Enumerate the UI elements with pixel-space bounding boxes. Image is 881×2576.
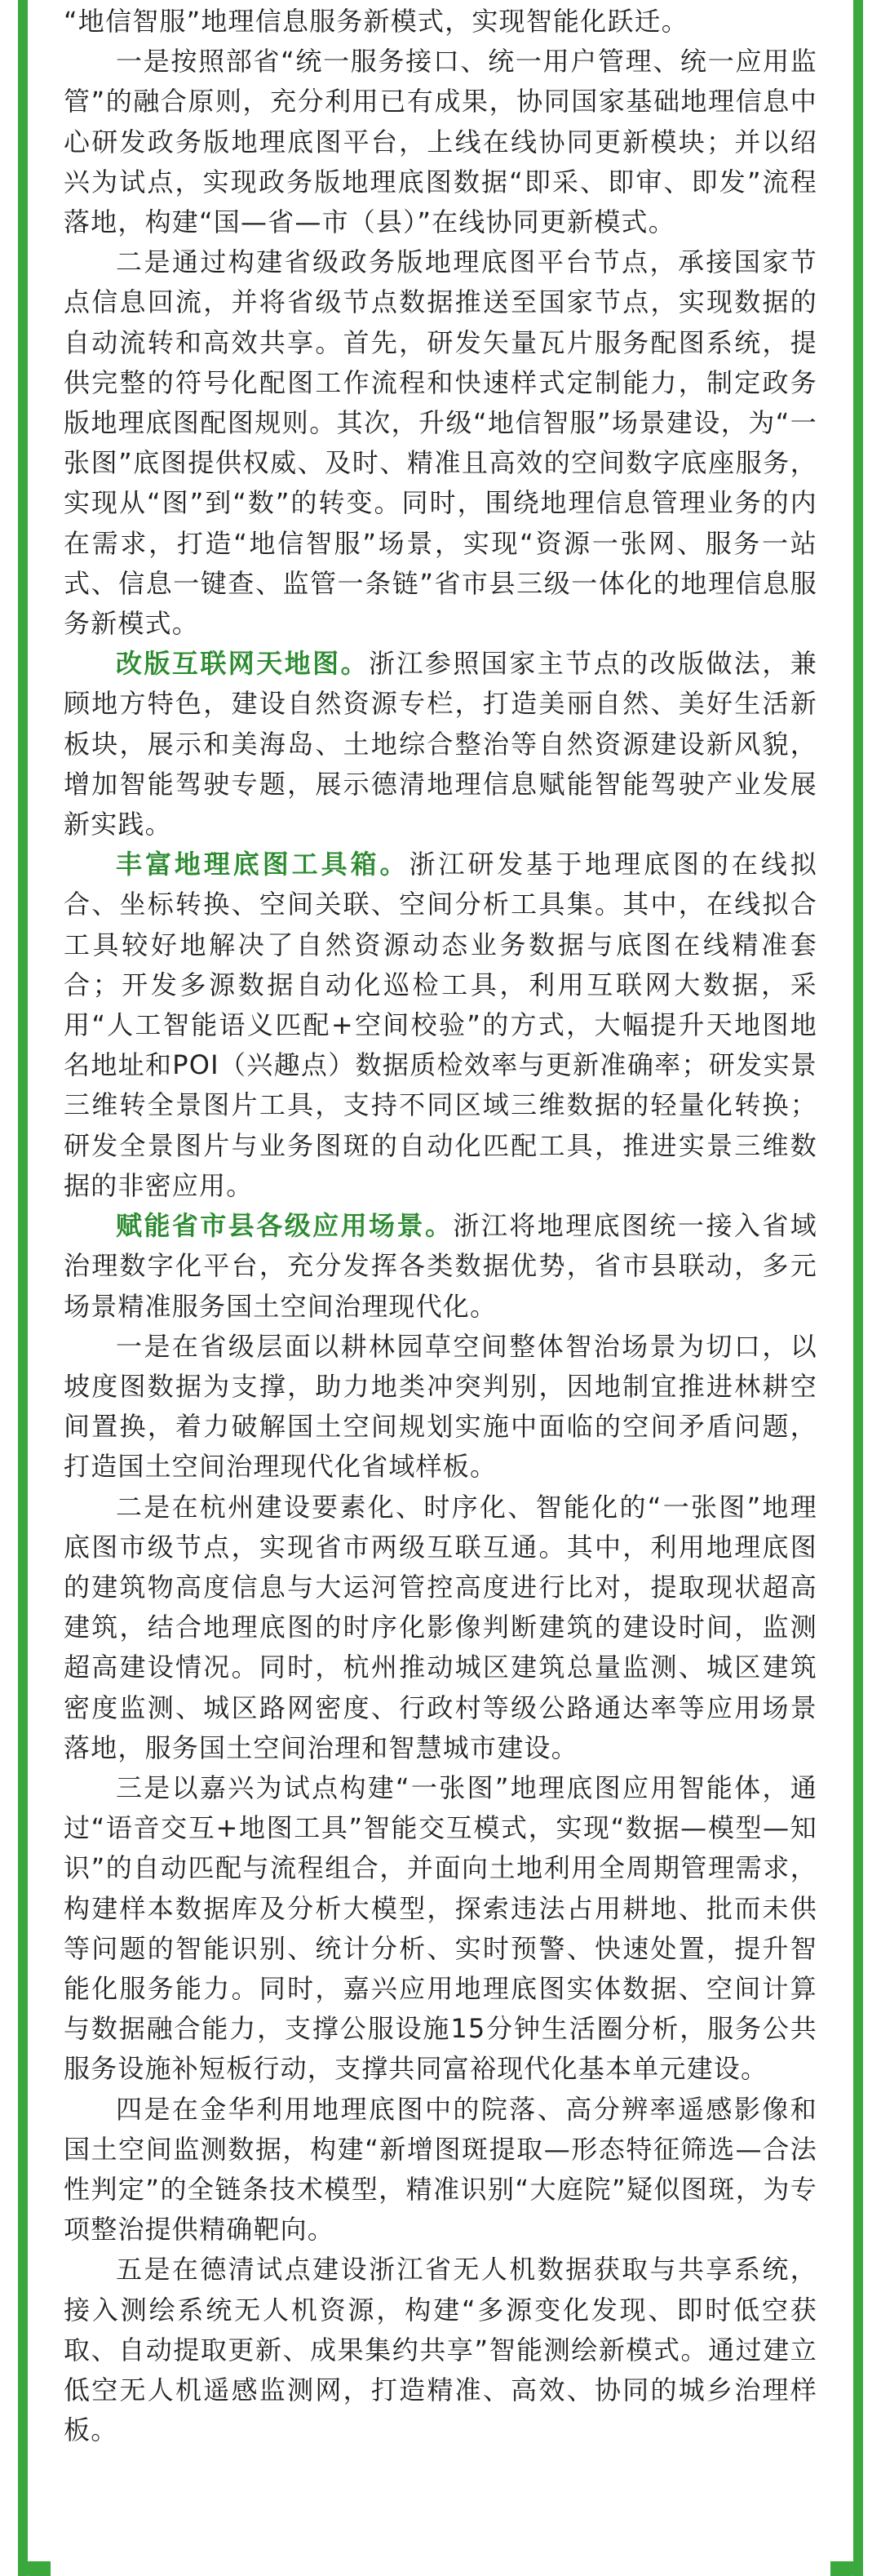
section-heading: 改版互联网天地图。	[116, 648, 370, 680]
paragraph-with-heading	[64, 1206, 817, 1327]
paragraph: 四是在金华利用地理底图中的院落、高分辨率遥感影像和国土空间监测数据，构建“新增图斑提取—形态特征筛选—合法性判定”的全链条技术模型，精准识别“大庭院”疑似图斑，为专项整治提供精确靶向。	[64, 2093, 817, 2246]
paragraph: 二是通过构建省级政务版地理底图平台节点，承接国家节点信息回流，并将省级节点数据推送至国家节点，实现数据的自动流转和高效共享。首先，研发矢量瓦片服务配图系统，提供完整的符号化配图工作流程和快速样式定制能力，制定政务版地理底图配图规则。其次，升级“地信智服”场景建设，为“一张图”底图提供权威、及时、精准且高效的空间数字底座服务，实现从“图”到“数”的转变。同时，围绕地理信息管理业务的内在需求，打造“地信智服”场景，实现“资源一张网、服务一站式、信息一键查、监管一条链”省市县三级一体化的地理信息服务新模式。	[64, 246, 817, 640]
paragraph-with-heading	[64, 644, 817, 845]
paragraph-with-heading	[64, 845, 817, 1206]
left-green-border	[18, 0, 28, 2576]
section-heading: 丰富地理底图工具箱。	[116, 849, 410, 880]
paragraph-text: 浙江参照国家主节点的改版做法，兼顾地方特色，建设自然资源专栏，打造美丽自然、美好生活新板块，展示和美海岛、土地综合整治等自然资源建设新风貌，增加智能驾驶专题，展示德清地理信息赋能智能驾驶产业发展新实践。	[64, 648, 817, 840]
paragraph: 一是按照部省“统一服务接口、统一用户管理、统一应用监管”的融合原则，充分利用已有成果，协同国家基础地理信息中心研发政务版地理底图平台，上线在线协同更新模块；并以绍兴为试点，实现政务版地理底图数据“即采、即审、即发”流程落地，构建“国—省—市（县）”在线协同更新模式。	[64, 46, 817, 238]
paragraph-text: 浙江研发基于地理底图的在线拟合、坐标转换、空间关联、空间分析工具集。其中，在线拟合工具较好地解决了自然资源动态业务数据与底图在线精准套合；开发多源数据自动化巡检工具，利用互联网大数据，采用“人工智能语义匹配+空间校验”的方式，大幅提升天地图地名地址和POI（兴趣点）数据质检效率与更新准确率；研发实景三维转全景图片工具，支持不同区域三维数据的轻量化转换；研发全景图片与业务图斑的自动化匹配工具，推进实景三维数据的非密应用。	[64, 849, 817, 1201]
section-heading: 赋能省市县各级应用场景。	[116, 1210, 454, 1242]
paragraph: 五是在德清试点建设浙江省无人机数据获取与共享系统，接入测绘系统无人机资源，构建“多源变化发现、即时低空获取、自动提取更新、成果集约共享”智能测绘新模式。通过建立低空无人机遥感监测网，打造精准、高效、协同的城乡治理样板。	[64, 2254, 817, 2446]
bottom-left-frame-corner	[18, 2561, 51, 2576]
paragraph: 二是在杭州建设要素化、时序化、智能化的“一张图”地理底图市级节点，实现省市两级互联互通。其中，利用地理底图的建筑物高度信息与大运河管控高度进行比对，提取现状超高建筑，结合地理底图的时序化影像判断建筑的建设时间，监测超高建设情况。同时，杭州推动城区建筑总量监测、城区建筑密度监测、城区路网密度、行政村等级公路通达率等应用场景落地，服务国土空间治理和智慧城市建设。	[64, 1491, 817, 1763]
paragraph: 三是以嘉兴为试点构建“一张图”地理底图应用智能体，通过“语音交互+地图工具”智能交互模式，实现“数据—模型—知识”的自动匹配与流程组合，并面向土地利用全周期管理需求，构建样本数据库及分析大模型，探索违法占用耕地、批而未供等问题的智能识别、统计分析、实时预警、快速处置，提升智能化服务能力。同时，嘉兴应用地理底图实体数据、空间计算与数据融合能力，支撑公服设施15分钟生活圈分析，服务公共服务设施补短板行动，支撑共同富裕现代化基本单元建设。	[64, 1771, 817, 2085]
paragraph: 一是在省级层面以耕林园草空间整体智治场景为切口，以坡度图数据为支撑，助力地类冲突判别，因地制宜推进林耕空间置换，着力破解国土空间规划实施中面临的空间矛盾问题，打造国土空间治理现代化省域样板。	[64, 1330, 817, 1483]
paragraph: “地信智服”地理信息服务新模式，实现智能化跃迁。	[64, 6, 688, 37]
article-body	[64, 2, 817, 2450]
right-green-border	[853, 0, 863, 2576]
paragraph-text: 浙江将地理底图统一接入省域治理数字化平台，充分发挥各类数据优势，省市县联动，多元场景精准服务国土空间治理现代化。	[64, 1210, 817, 1322]
bottom-right-frame-corner	[830, 2561, 863, 2576]
